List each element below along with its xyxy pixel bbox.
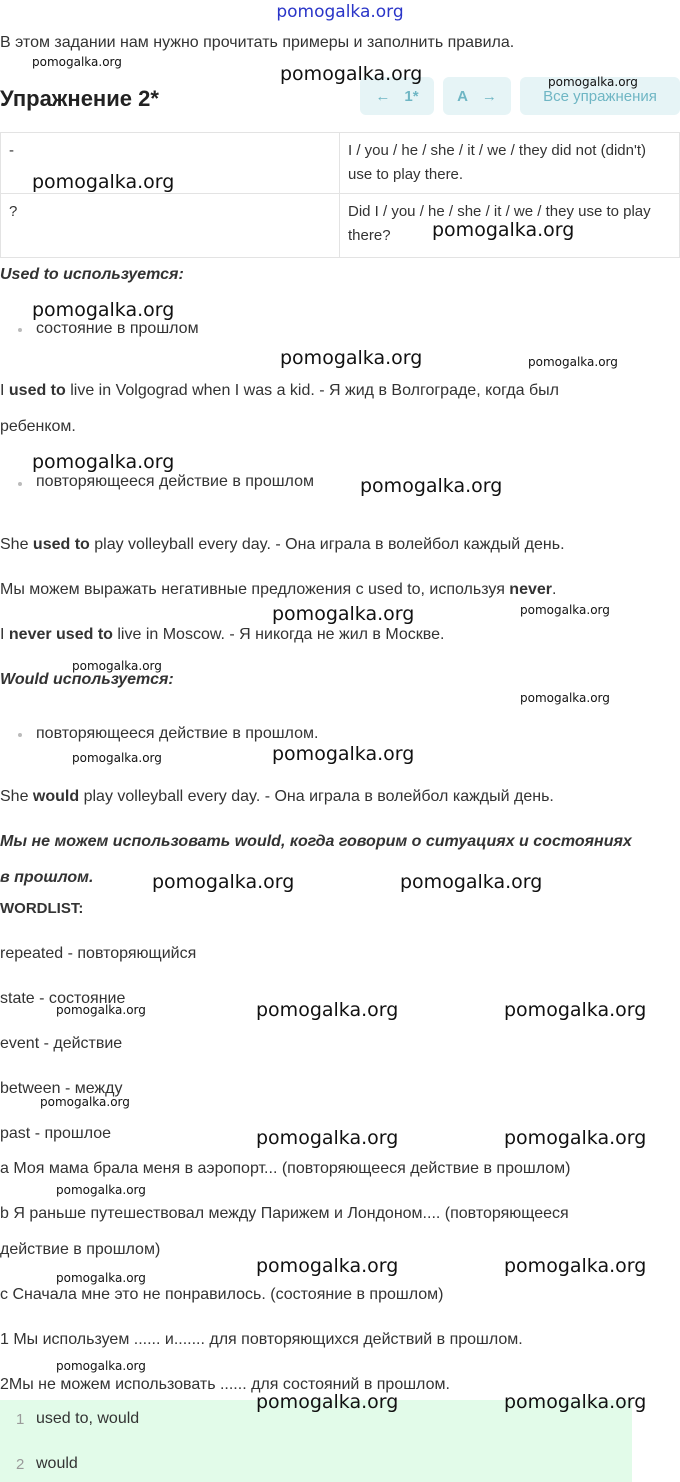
watermark: pomogalka.org: [32, 451, 175, 473]
text-part: I: [0, 382, 9, 399]
watermark: pomogalka.org: [528, 355, 618, 369]
answer-number: 1: [16, 1411, 25, 1428]
watermark: pomogalka.org: [56, 1003, 146, 1017]
watermark: pomogalka.org: [56, 1271, 146, 1285]
watermark: pomogalka.org: [280, 63, 423, 85]
next-exercise-button[interactable]: [443, 77, 511, 115]
page-title: Упражнение 2*: [0, 86, 159, 111]
text-part: She: [0, 536, 33, 553]
would-heading: Would используется:: [0, 671, 174, 688]
answer-text: would: [36, 1455, 78, 1472]
used-to-example-1: [0, 382, 559, 400]
would-bullet-repeated: повторяющееся действие в прошлом.: [36, 725, 319, 742]
table-cell-text: Did I / you / he / she / it / we / they use to play there?: [340, 194, 680, 258]
intro-text: В этом задании нам нужно прочитать примеры и заполнить правила.: [0, 34, 515, 51]
task-b-line1: b Я раньше путешествовал между Парижем и Лондоном.... (повторяющееся: [0, 1205, 569, 1222]
prev-exercise-label: 1*: [404, 87, 419, 105]
would-note-line2: в прошлом.: [0, 869, 94, 886]
used-to-example-2: [0, 536, 565, 554]
wordlist-heading: WORDLIST:: [0, 900, 84, 917]
watermark: pomogalka.org: [360, 475, 503, 497]
watermark: pomogalka.org: [72, 751, 162, 765]
text-part: live in Moscow. - Я никогда не жил в Москве.: [112, 626, 445, 643]
text-bold: used to: [8, 382, 66, 399]
text-part: She: [0, 788, 33, 805]
arrow-right-icon: →: [481, 87, 497, 105]
watermark: pomogalka.org: [32, 171, 175, 193]
used-to-heading: Used to используется:: [0, 266, 184, 283]
text-part: live in Volgograd when I was a kid. - Я жид в Волгограде, когда был: [65, 382, 559, 399]
watermark: pomogalka.org: [32, 55, 122, 69]
watermark: pomogalka.org: [256, 1255, 399, 1277]
watermark: pomogalka.org: [256, 1127, 399, 1149]
bullet-dot: [18, 328, 22, 332]
text-bold: used to: [32, 536, 90, 553]
text-part: I: [0, 626, 9, 643]
bullet-dot: [18, 482, 22, 486]
watermark: pomogalka.org: [432, 219, 575, 241]
would-example: [0, 788, 554, 806]
wordlist-item: event - действие: [0, 1035, 123, 1052]
all-exercises-label: Все упражнения: [543, 87, 657, 105]
wordlist-item: between - между: [0, 1080, 123, 1097]
text-bold: would: [32, 788, 80, 805]
watermark: pomogalka.org: [152, 871, 295, 893]
watermark: pomogalka.org: [504, 1127, 647, 1149]
wordlist-item: state - состояние: [0, 990, 126, 1007]
watermark: pomogalka.org: [72, 659, 162, 673]
text-part: Мы можем выражать негативные предложения с used to, используя: [0, 581, 510, 598]
text-bold: never used to: [8, 626, 113, 643]
watermark: pomogalka.org: [256, 999, 399, 1021]
question-2: 2Мы не можем использовать ...... для состояний в прошлом.: [0, 1376, 450, 1393]
watermark: pomogalka.org: [520, 603, 610, 617]
used-to-example-3: [0, 626, 444, 644]
answer-text: used to, would: [36, 1410, 140, 1427]
table-row: [1, 194, 680, 258]
watermark: pomogalka.org: [40, 1095, 130, 1109]
watermark: pomogalka.org: [400, 871, 543, 893]
watermark: pomogalka.org: [32, 299, 175, 321]
would-note-line1: Мы не можем использовать would, когда говорим о ситуациях и состояниях: [0, 833, 632, 850]
text-part: .: [552, 581, 557, 598]
watermark: pomogalka.org: [520, 691, 610, 705]
watermark: pomogalka.org: [56, 1359, 146, 1373]
wordlist-item: past - прошлое: [0, 1125, 112, 1142]
task-c: c Сначала мне это не понравилось. (состояние в прошлом): [0, 1286, 444, 1303]
answer-number: 2: [16, 1456, 25, 1473]
text-part: play volleyball every day. - Она играла в волейбол каждый день.: [89, 536, 565, 553]
watermark: pomogalka.org: [56, 1183, 146, 1197]
used-to-bullet-state: состояние в прошлом: [36, 320, 199, 337]
bullet-dot: [18, 733, 22, 737]
watermark: pomogalka.org: [548, 75, 638, 89]
arrow-left-icon: ←: [375, 87, 391, 105]
table-cell-sign: ?: [1, 194, 340, 258]
watermark: pomogalka.org: [280, 347, 423, 369]
site-watermark-top: pomogalka.org: [276, 2, 404, 22]
watermark: pomogalka.org: [504, 1255, 647, 1277]
text-bold: never: [509, 581, 552, 598]
watermark: pomogalka.org: [504, 999, 647, 1021]
task-b-line2: действие в прошлом): [0, 1241, 161, 1258]
used-to-example-1-cont: ребенком.: [0, 418, 76, 435]
wordlist-item: repeated - повторяющийся: [0, 945, 197, 962]
text-part: play volleyball every day. - Она играла в волейбол каждый день.: [79, 788, 554, 805]
question-1: 1 Мы используем ...... и....... для повторяющихся действий в прошлом.: [0, 1331, 523, 1348]
task-a: a Моя мама брала меня в аэропорт... (повторяющееся действие в прошлом): [0, 1160, 571, 1177]
watermark: pomogalka.org: [272, 603, 415, 625]
negative-note: [0, 581, 556, 599]
next-exercise-label: A: [457, 87, 468, 105]
table-cell-sign: -: [1, 133, 340, 194]
watermark: pomogalka.org: [272, 743, 415, 765]
used-to-bullet-repeated: повторяющееся действие в прошлом: [36, 473, 314, 490]
table-cell-text: I / you / he / she / it / we / they did not (didn't) use to play there.: [340, 133, 680, 194]
watermark: pomogalka.org: [256, 1391, 399, 1413]
watermark: pomogalka.org: [504, 1391, 647, 1413]
forms-table: [0, 132, 680, 258]
